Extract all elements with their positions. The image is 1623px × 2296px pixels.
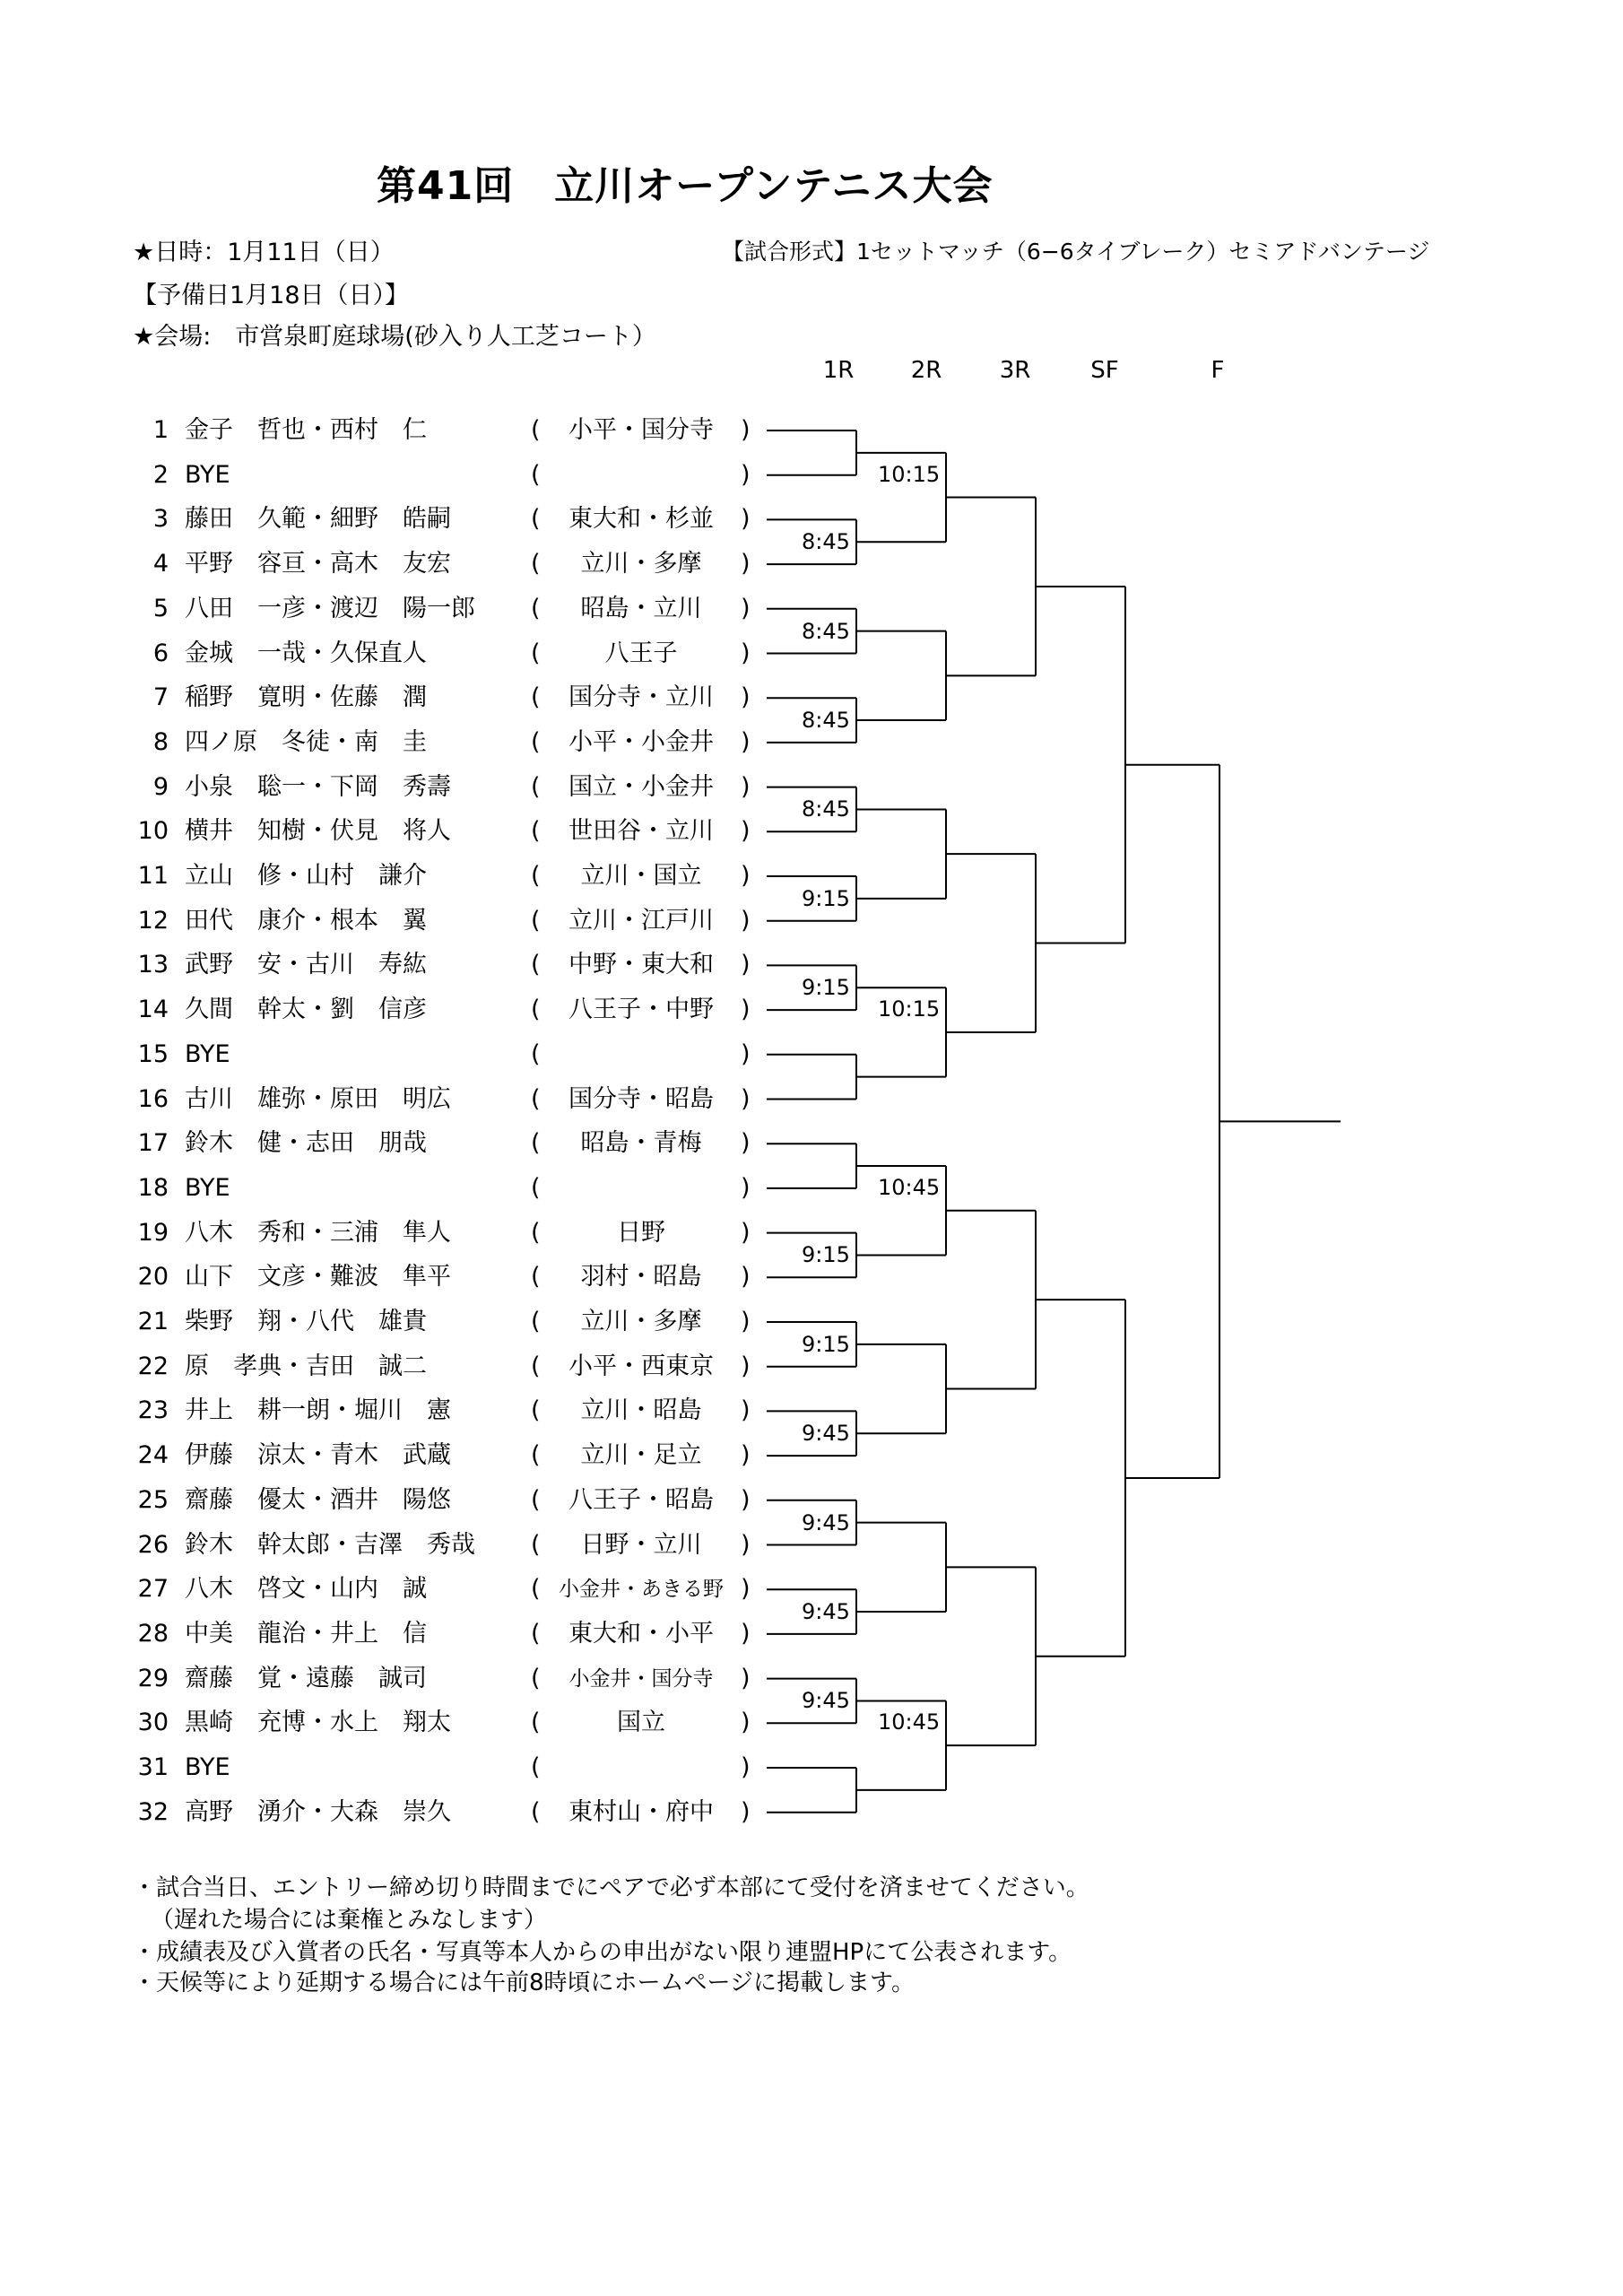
entry-pair-name: 原 孝典・吉田 誠二 [185, 1352, 427, 1380]
paren-close: ) [741, 550, 751, 578]
paren-close: ) [741, 1753, 751, 1781]
time-r1: 9:45 [802, 1509, 850, 1535]
entry-number: 6 [152, 639, 169, 667]
page-title: 第41回 立川オープンテニス大会 [377, 163, 994, 209]
paren-open: ( [531, 1441, 541, 1470]
entry-number: 32 [137, 1797, 169, 1826]
entry-number: 7 [152, 683, 169, 712]
paren-close: ) [741, 683, 751, 712]
paren-close: ) [741, 1129, 751, 1158]
entry-number: 4 [152, 550, 169, 578]
entry-number: 15 [137, 1039, 169, 1068]
entry-number: 5 [152, 594, 169, 622]
entry-number: 21 [137, 1308, 169, 1335]
paren-open: ( [531, 862, 541, 890]
paren-close: ) [741, 727, 751, 756]
round-label-1r: 1R [822, 357, 855, 384]
paren-close: ) [741, 996, 751, 1024]
paren-close: ) [741, 1173, 751, 1202]
entry-pair-name: 齋藤 覚・遠藤 誠司 [185, 1664, 427, 1692]
entry-club: 立川・多摩 [580, 1308, 702, 1335]
entry-club: 国分寺・立川 [568, 683, 714, 712]
paren-close: ) [741, 862, 751, 890]
paren-open: ( [531, 1753, 541, 1781]
entry-pair-name: 小泉 聡一・下岡 秀壽 [185, 772, 451, 801]
time-r1: 8:45 [802, 529, 850, 555]
paren-open: ( [531, 460, 541, 489]
paren-open: ( [531, 772, 541, 801]
entry-pair-name: 平野 容亘・高木 友宏 [185, 550, 451, 578]
entry-pair-name: 中美 龍治・井上 信 [185, 1619, 427, 1648]
entry-pair-name: 柴野 翔・八代 雄貴 [185, 1308, 427, 1335]
paren-close: ) [741, 1396, 751, 1425]
entry-pair-name: 久間 幹太・劉 信彦 [185, 996, 427, 1024]
entry-number: 19 [137, 1218, 169, 1247]
time-r1: 9:45 [802, 1421, 850, 1447]
paren-open: ( [531, 550, 541, 578]
entry-pair-name: BYE [185, 1173, 230, 1202]
paren-close: ) [741, 1709, 751, 1737]
entry-pair-name: 八田 一彦・渡辺 陽一郎 [185, 594, 475, 622]
entry-club: 立川・足立 [580, 1441, 702, 1470]
reserve-date: 【予備日1月18日（日）】 [133, 282, 410, 309]
entry-club: 昭島・青梅 [580, 1129, 702, 1158]
paren-close: ) [741, 1575, 751, 1604]
note-entry-deadline: ・試合当日、エントリー締め切り時間までにペアで必ず本部にて受付を済ませてください。 [133, 1874, 1089, 1901]
entry-pair-name: 横井 知樹・伏見 将人 [185, 817, 451, 846]
entry-club: 東村山・府中 [568, 1797, 714, 1826]
entry-club: 小金井・あきる野 [559, 1578, 724, 1602]
time-r2: 10:15 [878, 996, 941, 1022]
entry-pair-name: 藤田 久範・細野 皓嗣 [185, 505, 451, 534]
entry-pair-name: 金子 哲也・西村 仁 [185, 416, 427, 444]
round-label-3r: 3R [999, 357, 1031, 384]
entry-club: 八王子・昭島 [568, 1485, 714, 1514]
entry-number: 20 [137, 1263, 169, 1292]
paren-close: ) [741, 772, 751, 801]
paren-close: ) [741, 639, 751, 667]
paren-open: ( [531, 1797, 541, 1826]
paren-open: ( [531, 996, 541, 1024]
time-r2: 10:45 [878, 1174, 941, 1200]
paren-open: ( [531, 1396, 541, 1425]
paren-open: ( [531, 951, 541, 979]
entry-pair-name: BYE [185, 1753, 230, 1781]
entry-number: 29 [137, 1664, 169, 1692]
paren-open: ( [531, 1485, 541, 1514]
entry-number: 16 [137, 1084, 169, 1113]
note-results-publication: ・成績表及び入賞者の氏名・写真等本人からの申出がない限り連盟HPにて公表されます。 [133, 1939, 1072, 1966]
entry-number: 23 [137, 1396, 169, 1425]
entry-club: 立川・多摩 [580, 550, 702, 578]
paren-open: ( [531, 1129, 541, 1158]
time-r2: 10:15 [878, 461, 941, 487]
entry-club: 国分寺・昭島 [568, 1084, 714, 1113]
time-r1: 9:15 [802, 885, 850, 911]
entry-club: 日野・立川 [580, 1530, 702, 1559]
time-r2: 10:45 [878, 1709, 941, 1735]
entry-pair-name: 齋藤 優太・酒井 陽悠 [185, 1485, 451, 1514]
paren-close: ) [741, 1619, 751, 1648]
paren-open: ( [531, 1084, 541, 1113]
entry-number: 9 [152, 772, 169, 801]
paren-close: ) [741, 1441, 751, 1470]
entry-club: 立川・昭島 [580, 1396, 702, 1425]
paren-close: ) [741, 505, 751, 534]
entry-number: 31 [137, 1753, 169, 1781]
entry-pair-name: 山下 文彦・難波 隼平 [185, 1263, 451, 1292]
note-late-default: （遅れた場合には棄権とみなします） [151, 1907, 548, 1934]
paren-close: ) [741, 1664, 751, 1692]
entry-number: 25 [137, 1485, 169, 1514]
entry-number: 17 [137, 1129, 169, 1158]
entry-number: 10 [137, 817, 169, 846]
entry-pair-name: 八木 啓文・山内 誠 [185, 1575, 427, 1604]
paren-close: ) [741, 1084, 751, 1113]
time-r1: 8:45 [802, 618, 850, 644]
entry-pair-name: 稲野 寛明・佐藤 潤 [185, 683, 427, 712]
time-r1: 9:15 [802, 1242, 850, 1268]
paren-open: ( [531, 639, 541, 667]
entry-number: 18 [137, 1173, 169, 1202]
entry-number: 27 [137, 1575, 169, 1604]
entry-pair-name: 高野 湧介・大森 崇久 [185, 1797, 451, 1826]
paren-open: ( [531, 505, 541, 534]
paren-open: ( [531, 1173, 541, 1202]
entry-club: 東大和・杉並 [568, 505, 714, 534]
entry-number: 3 [152, 505, 169, 534]
paren-close: ) [741, 1352, 751, 1380]
entry-pair-name: 武野 安・古川 寿紘 [185, 951, 427, 979]
entry-pair-name: 黒崎 充博・水上 翔太 [185, 1709, 451, 1737]
entry-number: 11 [137, 862, 169, 890]
entry-club: 立川・国立 [580, 862, 702, 890]
entry-club: 小平・西東京 [568, 1352, 714, 1380]
entry-pair-name: 鈴木 健・志田 朋哉 [185, 1129, 427, 1158]
entry-club: 小金井・国分寺 [568, 1666, 714, 1691]
paren-open: ( [531, 1530, 541, 1559]
entry-club: 立川・江戸川 [568, 906, 714, 935]
paren-close: ) [741, 1797, 751, 1826]
round-label-f: F [1211, 357, 1225, 384]
paren-close: ) [741, 817, 751, 846]
paren-close: ) [741, 1308, 751, 1335]
paren-close: ) [741, 1530, 751, 1559]
entry-number: 2 [152, 460, 169, 489]
paren-open: ( [531, 727, 541, 756]
entry-club: 八王子・中野 [568, 996, 714, 1024]
entry-club: 小平・国分寺 [568, 416, 714, 444]
entry-club: 日野 [617, 1218, 665, 1247]
entry-club: 八王子 [604, 639, 678, 667]
entry-number: 12 [137, 906, 169, 935]
time-r1: 8:45 [802, 708, 850, 734]
entry-club: 世田谷・立川 [568, 817, 714, 846]
match-format: 【試合形式】1セットマッチ（6−6タイブレーク）セミアドバンテージ [722, 239, 1430, 265]
entry-number: 30 [137, 1709, 169, 1737]
entry-number: 24 [137, 1441, 169, 1470]
entry-club: 羽村・昭島 [580, 1263, 702, 1292]
paren-open: ( [531, 1218, 541, 1247]
entry-club: 国立 [617, 1709, 665, 1737]
paren-open: ( [531, 1664, 541, 1692]
entry-club: 中野・東大和 [568, 951, 714, 979]
entry-number: 13 [137, 951, 169, 979]
paren-close: ) [741, 951, 751, 979]
entry-pair-name: 八木 秀和・三浦 隼人 [185, 1218, 451, 1247]
paren-open: ( [531, 906, 541, 935]
entry-club: 昭島・立川 [580, 594, 702, 622]
paren-open: ( [531, 1263, 541, 1292]
round-label-sf: SF [1090, 357, 1119, 384]
paren-close: ) [741, 1485, 751, 1514]
paren-close: ) [741, 594, 751, 622]
entry-pair-name: 古川 雄弥・原田 明広 [185, 1084, 451, 1113]
time-r1: 9:15 [802, 975, 850, 1001]
entry-pair-name: 鈴木 幹太郎・吉澤 秀哉 [185, 1530, 475, 1559]
paren-open: ( [531, 683, 541, 712]
entry-pair-name: BYE [185, 1039, 230, 1068]
entry-number: 26 [137, 1530, 169, 1559]
entry-pair-name: 伊藤 涼太・青木 武蔵 [185, 1441, 451, 1470]
paren-open: ( [531, 1619, 541, 1648]
paren-open: ( [531, 416, 541, 444]
entry-club: 東大和・小平 [568, 1619, 714, 1648]
note-weather-postpone: ・天候等により延期する場合には午前8時頃にホームページに掲載します。 [133, 1970, 915, 1996]
entry-pair-name: 井上 耕一朗・堀川 憲 [185, 1396, 451, 1425]
entry-pair-name: BYE [185, 460, 230, 489]
time-r1: 9:45 [802, 1599, 850, 1625]
entry-number: 1 [152, 416, 169, 444]
entry-pair-name: 田代 康介・根本 翼 [185, 906, 427, 935]
paren-open: ( [531, 1709, 541, 1737]
paren-open: ( [531, 1575, 541, 1604]
paren-open: ( [531, 1039, 541, 1068]
round-label-2r: 2R [910, 357, 942, 384]
paren-open: ( [531, 1308, 541, 1335]
time-r1: 9:15 [802, 1331, 850, 1357]
paren-close: ) [741, 460, 751, 489]
entry-club: 小平・小金井 [568, 727, 714, 756]
paren-close: ) [741, 1218, 751, 1247]
venue: ★会場: 市営泉町庭球場(砂入り人工芝コート） [133, 323, 656, 351]
entry-number: 28 [137, 1619, 169, 1648]
paren-close: ) [741, 1263, 751, 1292]
time-r1: 9:45 [802, 1688, 850, 1714]
paren-open: ( [531, 594, 541, 622]
entry-number: 22 [137, 1352, 169, 1380]
paren-open: ( [531, 817, 541, 846]
entry-pair-name: 四ノ原 冬徒・南 圭 [185, 727, 427, 756]
time-r1: 8:45 [802, 796, 850, 822]
paren-open: ( [531, 1352, 541, 1380]
entry-number: 8 [152, 727, 169, 756]
paren-close: ) [741, 906, 751, 935]
entry-club: 国立・小金井 [568, 772, 714, 801]
entry-number: 14 [137, 996, 169, 1024]
paren-close: ) [741, 1039, 751, 1068]
entry-pair-name: 金城 一哉・久保直人 [185, 639, 427, 667]
entry-pair-name: 立山 修・山村 謙介 [185, 862, 427, 890]
paren-close: ) [741, 416, 751, 444]
event-date: ★日時：1月11日（日） [133, 239, 395, 266]
